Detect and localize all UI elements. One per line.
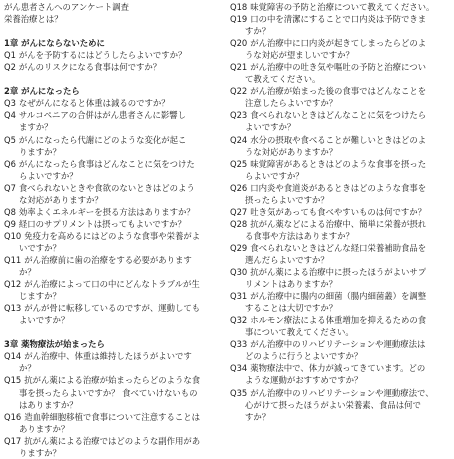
question-q28 (230, 218, 451, 230)
question-text: 経口のサプリメントは摂ってもよいですか？ (18, 218, 186, 229)
question-q34 (230, 362, 451, 374)
question-q17 (4, 435, 228, 447)
question-number: Q31 (230, 291, 248, 302)
question-continuation: すか？ (245, 411, 271, 422)
question-q14 (4, 350, 228, 362)
question-q35 (230, 387, 451, 399)
question-q7 (4, 182, 228, 194)
question-continuation: うな対応が望ましいですか？ (245, 50, 354, 61)
question-number: Q13 (4, 303, 22, 314)
question-number: Q11 (4, 254, 22, 265)
question-q16 (4, 411, 228, 423)
question-text: なぜがんになると体重は減るのですか？ (18, 98, 170, 109)
question-text: 口の中を清潔にすることで口内炎は予防できま (250, 14, 427, 25)
question-continuation: て教えてください。 (245, 74, 321, 85)
question-number: Q25 (230, 158, 248, 169)
right-column (230, 1, 451, 423)
question-q3 (4, 97, 228, 109)
question-continuation: はありますか？ (19, 399, 78, 410)
question-number: Q14 (4, 351, 22, 362)
question-text: がんを予防するにはどうしたらよいですか？ (18, 50, 187, 61)
question-q5 (4, 134, 228, 146)
question-q9 (4, 218, 228, 230)
question-continuation: 事を摂ったらよいですか？ 食べていけないもの (19, 387, 198, 398)
question-number: Q35 (230, 387, 248, 398)
question-q26 (230, 182, 451, 194)
question-number: Q3 (4, 98, 16, 109)
question-number: Q21 (230, 62, 248, 73)
question-number: Q30 (230, 267, 248, 278)
question-text: 効率よくエネルギーを摂る方法はありますか？ (18, 206, 195, 217)
question-q15 (4, 374, 228, 386)
question-text: がんのリスクになる食事は何ですか？ (18, 62, 162, 73)
question-text: がん治療が始まった後の食事ではどんなことを (250, 86, 427, 97)
question-q12 (4, 278, 228, 290)
question-number: Q17 (4, 435, 22, 446)
question-text: 造血幹細胞移植で食事について注意することは (24, 411, 200, 422)
question-continuation: 事について教えてください。 (245, 327, 354, 338)
question-continuation: よいですか？ (19, 315, 70, 326)
question-text: 食べられないときや食欲のないときはどのよう (18, 182, 195, 193)
question-number: Q27 (230, 206, 248, 217)
question-continuation: ますか？ (19, 122, 53, 133)
question-number: Q16 (4, 411, 22, 422)
question-number: Q18 (230, 2, 248, 12)
question-text: 食べられないときはどんなことに気をつけたら (250, 110, 427, 121)
question-text: 水分の摂取や食べることが難しいときはどのよ (250, 134, 427, 145)
question-continuation: 選んだらよいですか？ (245, 254, 329, 265)
question-q22 (230, 85, 451, 97)
question-number: Q23 (230, 110, 248, 121)
question-text: がん治療によって口の中にどんなトラブルが生 (24, 279, 200, 290)
question-continuation: りますか？ (19, 146, 61, 157)
document-subtitle: 栄養治療とは？ (4, 14, 63, 25)
question-number: Q28 (230, 218, 248, 229)
question-text: がん治療中のリハビリテーションや運動療法で、 (250, 387, 434, 398)
question-number: Q32 (230, 315, 248, 326)
question-q8 (4, 206, 228, 218)
question-number: Q12 (4, 279, 22, 290)
question-text: がん治療中に口内炎が起きてしまったらどのよ (250, 38, 427, 49)
question-text: 吐き気があっても食べやすいものは何ですか？ (250, 206, 427, 217)
question-continuation: らよいですか？ (245, 170, 304, 181)
question-q6 (4, 158, 228, 170)
question-continuation: すか？ (245, 26, 271, 37)
question-text: 抗がん薬などによる治療中、簡単に栄養が摂れ (250, 218, 427, 229)
question-q11 (4, 254, 228, 266)
question-text: 抗がん薬による治療が始まったらどのような食 (24, 375, 201, 386)
chapter-1-heading: 1章 がんにならないために (4, 38, 105, 49)
question-text: がん治療中のリハビリテーションや運動療法は (250, 339, 426, 350)
question-q24 (230, 134, 451, 146)
question-continuation: リメントはありますか？ (245, 279, 337, 290)
question-q29 (230, 242, 451, 254)
question-text: がん治療中に腸内の細菌（腸内細菌叢）を調整 (250, 291, 427, 302)
question-text: 抗がん薬による治療ではどのような副作用があ (24, 435, 201, 446)
question-text: がんが骨に転移しているのですが、運動しても (24, 303, 201, 314)
question-q27 (230, 206, 451, 218)
question-number: Q10 (4, 230, 22, 241)
question-q33 (230, 338, 451, 350)
question-number: Q26 (230, 182, 248, 193)
question-text: がん治療中、体重は維持したほうがよいです (24, 351, 192, 362)
question-text: 薬物療法中で、体力が減ってきています。どの (250, 363, 426, 374)
question-number: Q8 (4, 206, 16, 217)
question-continuation: か？ (19, 267, 36, 278)
question-number: Q6 (4, 158, 16, 169)
question-q19 (230, 13, 451, 25)
question-continuation: らよいですか？ (19, 170, 78, 181)
question-text: がんになったら食事はどんなことに気をつけた (18, 158, 195, 169)
question-text: 食べられないときはどんな経口栄養補助食品を (250, 242, 427, 253)
question-q23 (230, 109, 451, 121)
question-q25 (230, 158, 451, 170)
question-number: Q22 (230, 86, 248, 97)
question-continuation: することは大切ですか？ (245, 303, 338, 314)
question-continuation: うな対応がありますか？ (245, 146, 338, 157)
question-number: Q9 (4, 218, 16, 229)
question-continuation: ありますか？ (19, 423, 70, 434)
question-text: 味覚障害があるときはどのような食事を摂った (250, 158, 427, 169)
question-number: Q29 (230, 242, 248, 253)
question-number: Q19 (230, 14, 248, 25)
question-continuation: か？ (19, 363, 36, 374)
question-text: がん治療中の吐き気や嘔吐の予防と治療につい (250, 62, 426, 73)
question-number: Q7 (4, 182, 16, 193)
question-continuation: ような運動がおすすめですか？ (245, 375, 363, 386)
question-q31 (230, 290, 451, 302)
question-continuation: どのように行うとよいですか？ (245, 351, 363, 362)
question-number: Q2 (4, 62, 16, 73)
question-continuation: じますか？ (19, 291, 61, 302)
question-text: サルコペニアの合併はがん患者さんに影響し (18, 110, 187, 121)
question-q1 (4, 49, 228, 61)
question-text: 抗がん薬による治療中に摂ったほうがよいサプ (250, 267, 427, 278)
question-number: Q24 (230, 134, 248, 145)
question-number: Q5 (4, 134, 16, 145)
question-q10 (4, 230, 228, 242)
question-continuation: る食事や方法はありますか？ (245, 230, 354, 241)
document-title: がん患者さんへのアンケート調査 (4, 2, 129, 12)
question-text: 味覚障害の予防と治療について教えてください。 (250, 2, 435, 12)
question-continuation: な対応がありますか？ (19, 194, 103, 205)
question-number: Q33 (230, 339, 248, 350)
question-text: がんになったら代謝にどのような変化が起こ (18, 134, 187, 145)
question-continuation: 注意したらよいですか？ (245, 98, 338, 109)
question-text: 免疫力を高めるにはどのような食事や栄養がよ (24, 230, 201, 241)
question-q4 (4, 109, 228, 121)
question-q30 (230, 266, 451, 278)
question-q13 (4, 302, 228, 314)
question-continuation: いですか？ (19, 242, 61, 253)
question-continuation: 心がけて摂ったほうがよい栄養素、食品は何で (245, 399, 421, 410)
question-q21 (230, 61, 451, 73)
question-number: Q34 (230, 363, 248, 374)
question-continuation: 摂ったらよいですか？ (245, 194, 329, 205)
question-number: Q20 (230, 38, 248, 49)
question-text: がん治療前に歯の治療をする必要があります (24, 254, 192, 265)
left-column (4, 1, 228, 459)
question-q20 (230, 37, 451, 49)
question-continuation: よいですか？ (245, 122, 296, 133)
question-text: ホルモン療法による体重増加を抑えるための食 (250, 315, 427, 326)
chapter-2-heading: 2章 がんになったら (4, 86, 80, 97)
question-continuation: りますか？ (19, 447, 61, 458)
question-number: Q1 (4, 50, 16, 61)
question-q2 (4, 61, 228, 73)
question-q32 (230, 314, 451, 326)
question-q18 (230, 1, 451, 13)
question-number: Q15 (4, 375, 22, 386)
question-text: 口内炎や食道炎があるときはどのような食事を (250, 182, 427, 193)
chapter-3-heading: 3章 薬物療法が始まったら (4, 339, 105, 350)
question-number: Q4 (4, 110, 16, 121)
